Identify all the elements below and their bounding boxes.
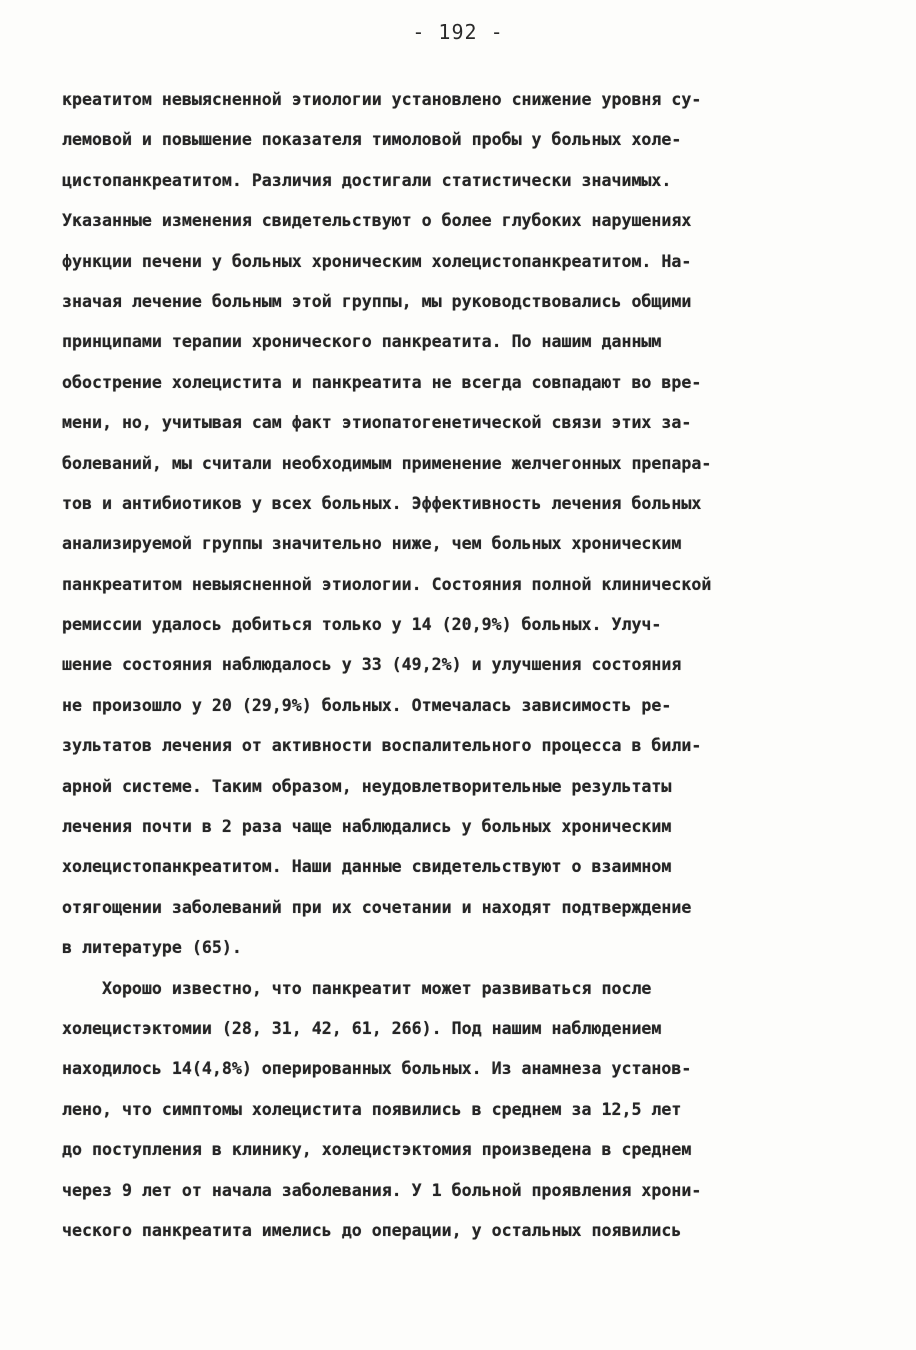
text-line: зультатов лечения от активности воспалительного процесса в били-: [62, 736, 702, 756]
text-line: обострение холецистита и панкреатита не всегда совпадают во вре-: [62, 372, 702, 392]
text-line: лечения почти в 2 раза чаще наблюдались у больных хроническим: [62, 817, 672, 837]
body-text: [62, 80, 862, 1251]
text-line: значая лечение больным этой группы, мы руководствовались общими: [62, 291, 692, 311]
text-line: болеваний, мы считали необходимым применение желчегонных препара-: [62, 453, 712, 473]
text-line: анализируемой группы значительно ниже, чем больных хроническим: [62, 534, 682, 554]
text-line: Хорошо известно, что панкреатит может развиваться после: [62, 978, 652, 998]
text-line: тов и антибиотиков у всех больных. Эффективность лечения больных: [62, 493, 702, 513]
text-line: панкреатитом невыясненной этиологии. Состояния полной клинической: [62, 574, 712, 594]
text-line: лено, что симптомы холецистита появились в среднем за 12,5 лет: [62, 1099, 682, 1119]
text-line: отягощении заболеваний при их сочетании и находят подтверждение: [62, 897, 692, 917]
text-line: находилось 14(4,8%) оперированных больных. Из анамнеза установ-: [62, 1059, 692, 1079]
text-line: до поступления в клинику, холецистэктомия произведена в среднем: [62, 1140, 692, 1160]
text-line: арной системе. Таким образом, неудовлетворительные результаты: [62, 776, 672, 796]
text-line: цистопанкреатитом. Различия достигали статистически значимых.: [62, 170, 672, 190]
text-line: Указанные изменения свидетельствуют о более глубоких нарушениях: [62, 211, 692, 231]
page-number: - 192 -: [412, 20, 504, 44]
text-line: не произошло у 20 (29,9%) больных. Отмечалась зависимость ре-: [62, 695, 672, 715]
text-line: холецистопанкреатитом. Наши данные свидетельствуют о взаимном: [62, 857, 672, 877]
text-line: функции печени у больных хроническим холецистопанкреатитом. На-: [62, 251, 692, 271]
text-line: принципами терапии хронического панкреатита. По нашим данным: [62, 332, 662, 352]
text-line: ремиссии удалось добиться только у 14 (20,9%) больных. Улуч-: [62, 615, 662, 635]
text-line: лемовой и повышение показателя тимоловой пробы у больных холе-: [62, 130, 682, 150]
text-line: шение состояния наблюдалось у 33 (49,2%) и улучшения состояния: [62, 655, 682, 675]
text-line: мени, но, учитывая сам факт этиопатогенетической связи этих за-: [62, 413, 692, 433]
text-line: ческого панкреатита имелись до операции, у остальных появились: [62, 1220, 682, 1240]
text-line: через 9 лет от начала заболевания. У 1 больной проявления хрони-: [62, 1180, 702, 1200]
text-line: в литературе (65).: [62, 938, 242, 958]
text-line: холецистэктомии (28, 31, 42, 61, 266). Под нашим наблюдением: [62, 1018, 662, 1038]
text-line: креатитом невыясненной этиологии установлено снижение уровня су-: [62, 90, 702, 109]
